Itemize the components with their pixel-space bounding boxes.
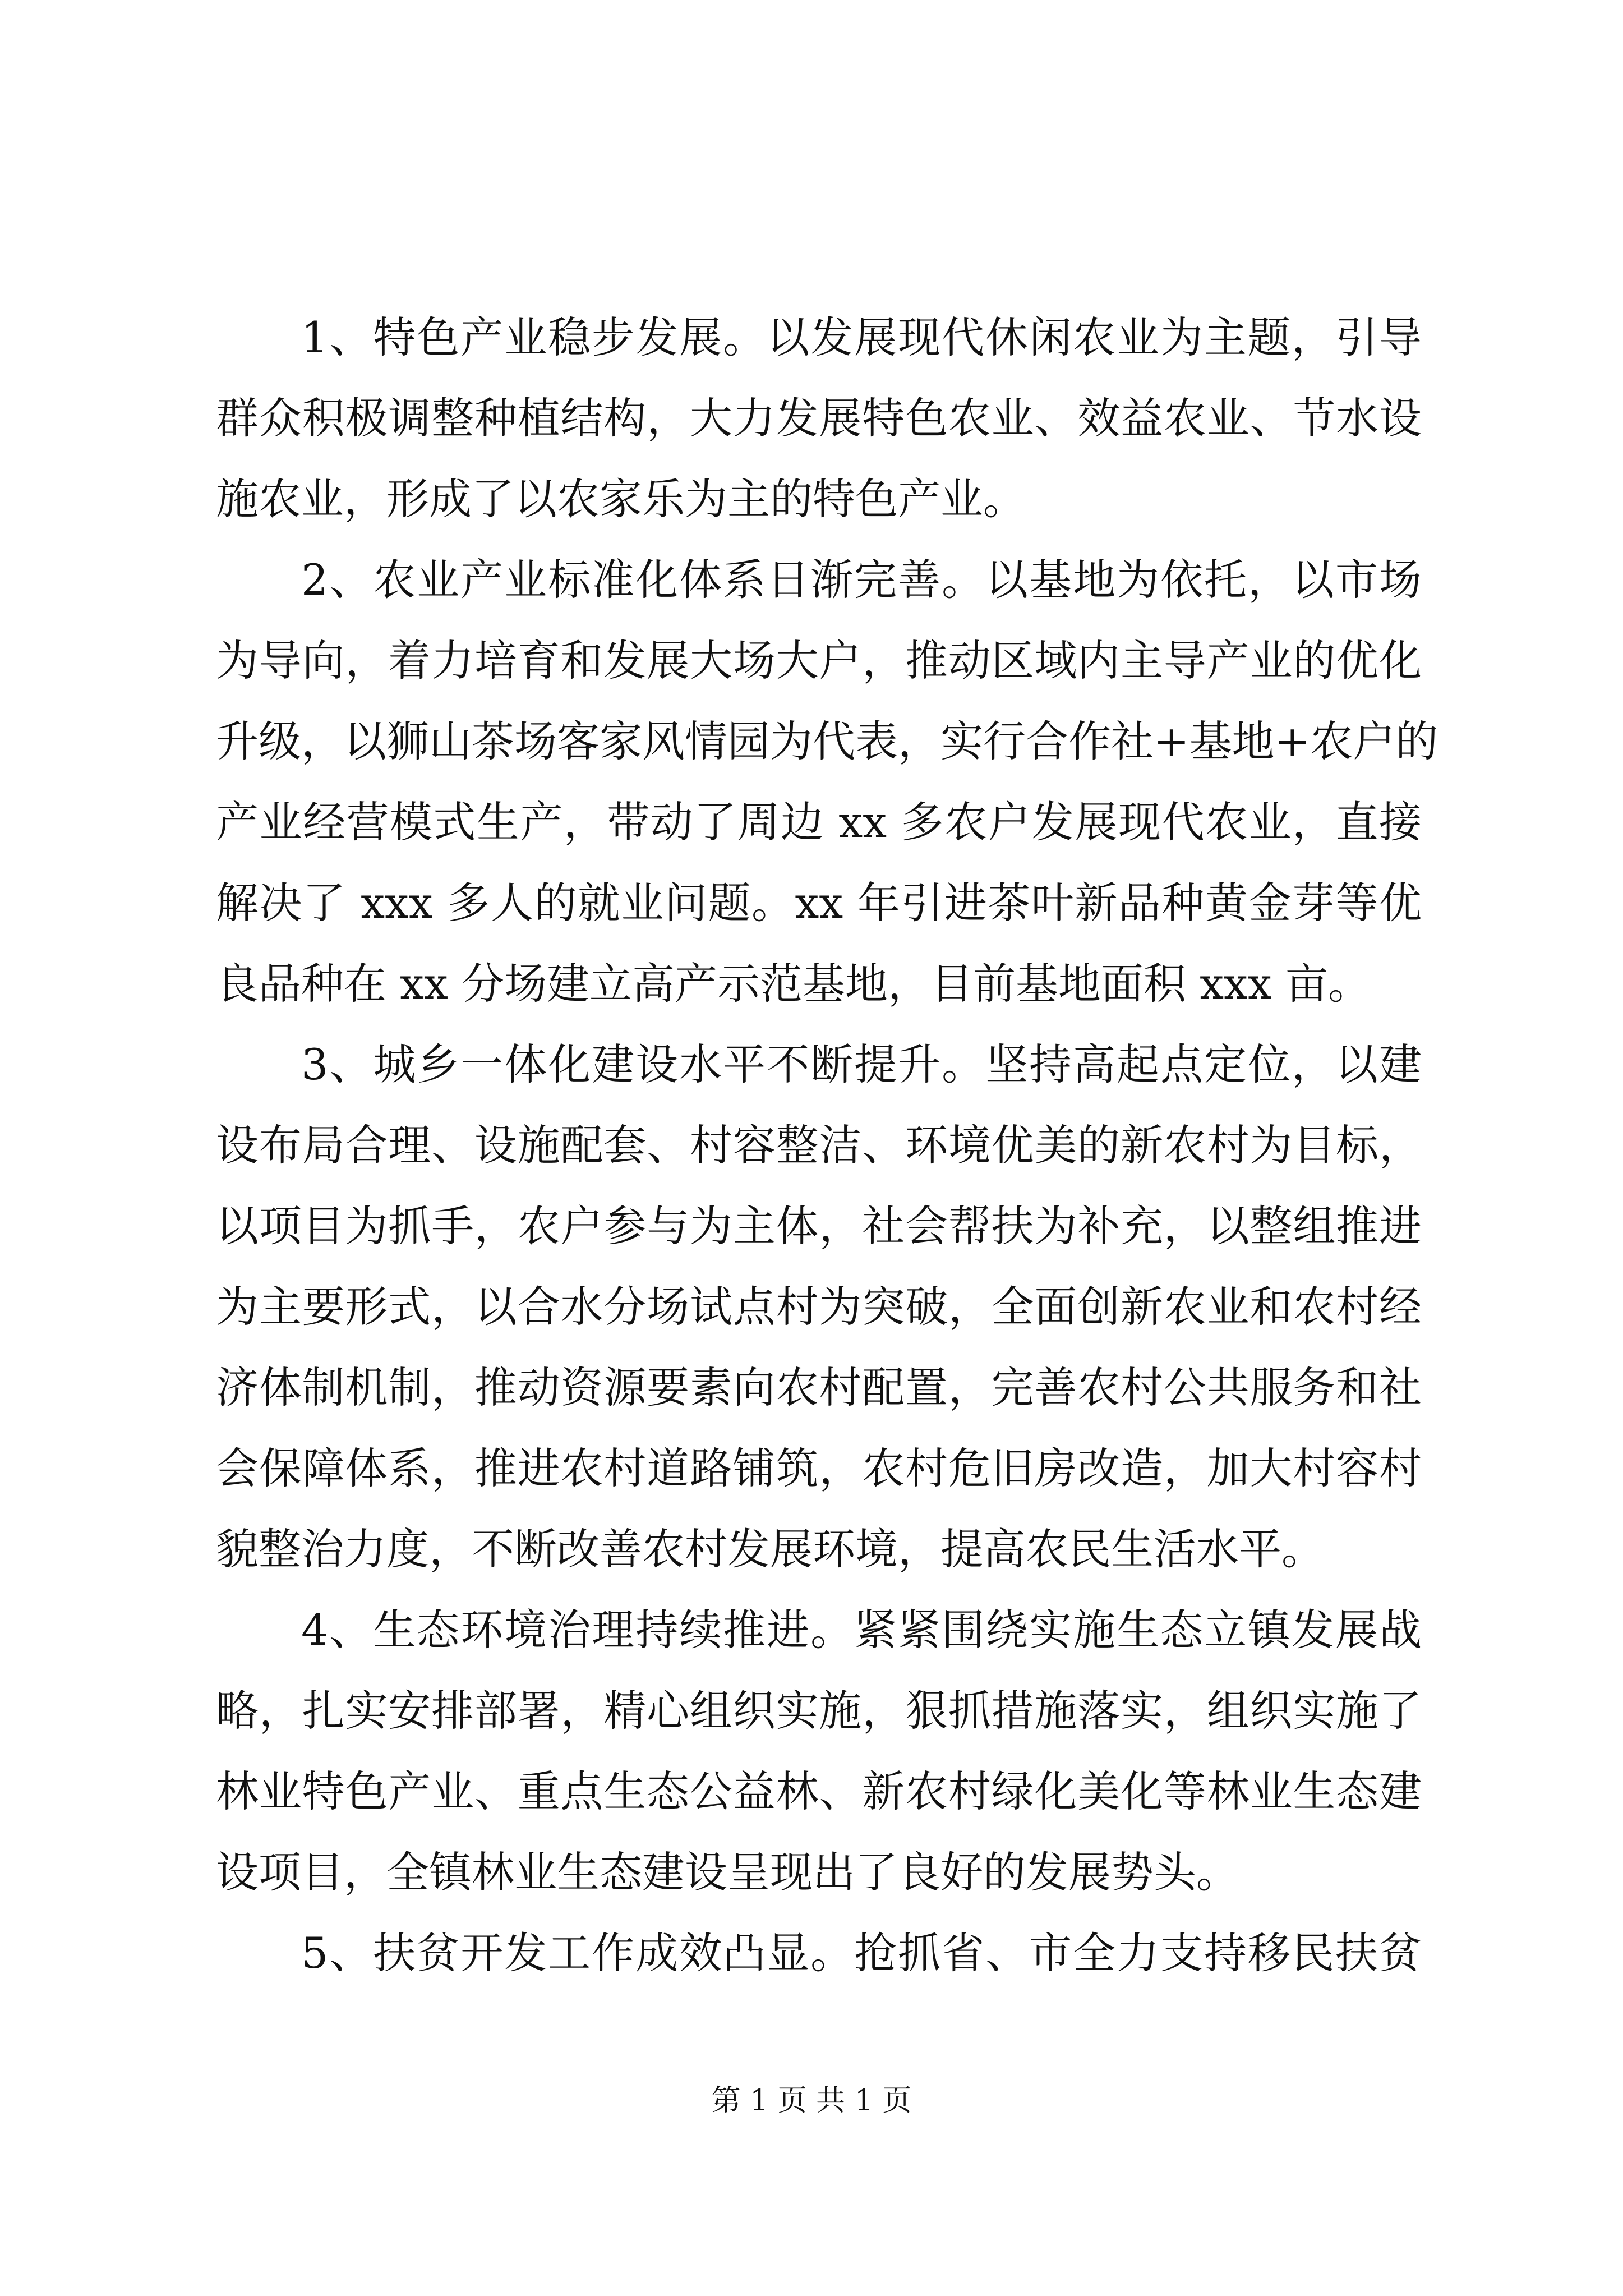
paragraph-4-line-4: 设项目，全镇林业生态建设呈现出了良好的发展势头。 [216,1847,1239,1897]
paragraph-1-line-1: 1、特色产业稳步发展。以发展现代休闲农业为主题，引导 [301,312,1422,362]
paragraph-2-line-2: 为导向，着力培育和发展大场大户，推动区域内主导产业的优化 [216,636,1422,685]
document-body [216,297,1438,1994]
paragraph-5-line-1: 5、扶贫开发工作成效凸显。抢抓省、市全力支持移民扶贫 [301,1928,1422,1978]
paragraph-2-line-4: 产业经营模式生产，带动了周边 xx 多农户发展现代农业，直接 [216,797,1422,847]
paragraph-4-line-1: 4、生态环境治理持续推进。紧紧围绕实施生态立镇发展战 [301,1605,1422,1655]
paragraph-2-line-6: 良品种在 xx 分场建立高产示范基地，目前基地面积 xxx 亩。 [216,959,1371,1009]
page-footer [0,2081,1623,2120]
paragraph-2-line-3: 升级，以狮山茶场客家风情园为代表，实行合作社+基地+农户的 [216,716,1438,766]
paragraph-3-line-1: 3、城乡一体化建设水平不断提升。坚持高起点定位，以建 [301,1039,1422,1089]
paragraph-2-line-5: 解决了 xxx 多人的就业问题。xx 年引进茶叶新品种黄金芽等优 [216,878,1422,928]
paragraph-3-line-2: 设布局合理、设施配套、村容整洁、环境优美的新农村为目标， [216,1120,1422,1170]
paragraph-3-line-4: 为主要形式，以合水分场试点村为突破，全面创新农业和农村经 [216,1282,1422,1332]
paragraph-3-line-6: 会保障体系，推进农村道路铺筑，农村危旧房改造，加大村容村 [216,1443,1422,1493]
paragraph-2-line-1: 2、农业产业标准化体系日渐完善。以基地为依托，以市场 [301,555,1422,605]
paragraph-3-line-3: 以项目为抓手，农户参与为主体，社会帮扶为补充，以整组推进 [216,1201,1422,1251]
paragraph-3-line-7: 貌整治力度，不断改善农村发展环境，提高农民生活水平。 [216,1524,1324,1574]
paragraph-1-line-3: 施农业，形成了以农家乐为主的特色产业。 [216,474,1026,524]
paragraph-4-line-3: 林业特色产业、重点生态公益林、新农村绿化美化等林业生态建 [216,1766,1422,1816]
page-number-label: 第 1 页 共 1 页 [711,2084,912,2118]
paragraph-4-line-2: 略，扎实安排部署，精心组织实施，狠抓措施落实，组织实施了 [216,1686,1422,1736]
paragraph-3-line-5: 济体制机制，推动资源要素向农村配置，完善农村公共服务和社 [216,1363,1422,1412]
paragraph-1-line-2: 群众积极调整种植结构，大力发展特色农业、效益农业、节水设 [216,393,1422,443]
